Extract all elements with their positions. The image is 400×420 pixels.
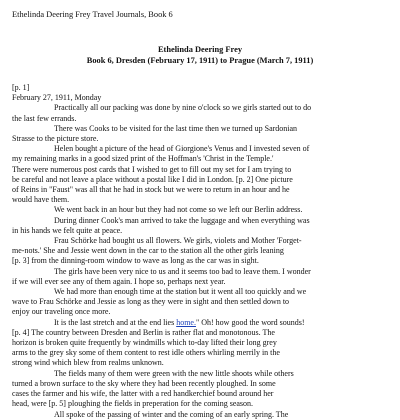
page-marker: [p. 1] bbox=[12, 83, 30, 92]
journal-line bbox=[12, 154, 392, 164]
journal-line-text: Practically all our packing was done by nine o'clock so we girls started out to do bbox=[54, 103, 312, 113]
running-header: Ethelinda Deering Frey Travel Journals, Book 6 bbox=[12, 10, 173, 19]
journal-line bbox=[12, 114, 392, 124]
journal-line bbox=[12, 205, 392, 215]
journal-line-text: Helen bought a picture of the head of Giorgione's Venus and I invested seven of bbox=[54, 144, 310, 154]
journal-line-text: cases the farmer and his wife, the latter with a red handkerchief bound around her bbox=[12, 389, 274, 399]
journal-line-text: would have them. bbox=[12, 195, 70, 205]
journal-line bbox=[12, 369, 392, 379]
journal-lines bbox=[12, 103, 392, 419]
journal-line bbox=[12, 216, 392, 226]
journal-line bbox=[12, 410, 392, 420]
journal-line-text: We went back in an hour but they had not come so we left our Berlin address. bbox=[54, 205, 303, 215]
journal-line bbox=[12, 144, 392, 154]
journal-line-text: wave to Frau Schörke and Jessie as long as they were in sight and then settled down to bbox=[12, 297, 290, 307]
journal-line bbox=[12, 226, 392, 236]
journal-line-text: horizon is broken quite frequently by windmills which to-day lifted their long grey bbox=[12, 338, 277, 348]
journal-line bbox=[12, 246, 392, 256]
journal-body bbox=[12, 83, 392, 420]
journal-line-after: " Oh! how good the word sounds! bbox=[195, 317, 305, 327]
journal-line bbox=[12, 348, 392, 358]
journal-line bbox=[12, 103, 392, 113]
journal-line bbox=[12, 236, 392, 246]
journal-line-text: head, were [p. 5] ploughing the fields in preperation for the coming season. bbox=[12, 399, 254, 409]
journal-line bbox=[12, 389, 392, 399]
journal-line bbox=[12, 256, 392, 266]
journal-line bbox=[12, 297, 392, 307]
document-subtitle: Book 6, Dresden (February 17, 1911) to Prague (March 7, 1911) bbox=[86, 56, 314, 65]
journal-line-text: We had more than enough time at the station but it went all too quickly and we bbox=[54, 287, 307, 297]
title-block bbox=[0, 44, 400, 66]
journal-line-text: Strasse to the picture store. bbox=[12, 134, 99, 144]
journal-line-text: During dinner Cook's man arrived to take the luggage and when everything was bbox=[54, 215, 310, 225]
journal-line-text: enjoy our traveling once more. bbox=[12, 307, 111, 317]
journal-line bbox=[12, 267, 392, 277]
journal-line-text: the last few errands. bbox=[12, 113, 77, 123]
journal-line-text: There were numerous post cards that I wished to get to fill out my set for I am trying to bbox=[12, 164, 292, 174]
journal-line-text: It is the last stretch and at the end lies bbox=[54, 317, 177, 327]
journal-line-text: arms to the grey sky some of them content to rest idle others whirling merrily in the bbox=[12, 348, 280, 358]
journal-line bbox=[12, 165, 392, 175]
journal-line-text: All spoke of the passing of winter and the coming of an early spring. The bbox=[54, 409, 289, 419]
journal-line bbox=[12, 195, 392, 205]
journal-line bbox=[12, 175, 392, 185]
journal-line bbox=[12, 307, 392, 317]
journal-line-text: my remaining marks in a good sized print of the Hoffman's 'Christ in the Temple.' bbox=[12, 154, 274, 164]
entry-date: February 27, 1911, Monday bbox=[12, 93, 102, 103]
journal-line-text: The girls have been very nice to us and it seems too bad to leave them. I wonder bbox=[54, 266, 311, 276]
journal-line bbox=[12, 358, 392, 368]
journal-line bbox=[12, 277, 392, 287]
journal-line bbox=[12, 318, 392, 328]
journal-line-text: The fields many of them were green with the new little shoots while others bbox=[54, 368, 294, 378]
journal-line-text: if we will ever see any of them again. I hope so, perhaps next year. bbox=[12, 276, 226, 286]
journal-line-text: There was Cooks to be visited for the last time then we turned up Sardonian bbox=[54, 123, 298, 133]
journal-line bbox=[12, 287, 392, 297]
journal-line-text: turned a brown surface to the sky where they had been recently ploughed. In some bbox=[12, 378, 276, 388]
journal-line-text: strong wind which blew from realms unknown. bbox=[12, 358, 164, 368]
journal-line bbox=[12, 399, 392, 409]
journal-line-text: [p. 4] The country between Dresden and Berlin is rather flat and monotonous. The bbox=[12, 327, 275, 337]
journal-line bbox=[12, 328, 392, 338]
home-link[interactable]: home. bbox=[176, 317, 196, 327]
journal-line bbox=[12, 124, 392, 134]
journal-line-text: Frau Schörke had bought us all flowers. We girls, violets and Mother 'Forget- bbox=[54, 236, 302, 246]
journal-line-text: of Reins in "Faust" was all that he had in stock but we were to return in an hour and he bbox=[12, 185, 290, 195]
journal-line bbox=[12, 134, 392, 144]
journal-line-text: me-nots.' She and Jessie went down in the car to the station all the other girls leaning bbox=[12, 246, 284, 256]
journal-line-text: [p. 3] from the dinning-room window to wave as long as the car was in sight. bbox=[12, 256, 259, 266]
document-author: Ethelinda Deering Frey bbox=[157, 45, 243, 54]
journal-line bbox=[12, 185, 392, 195]
journal-line-text: in his hands we felt quite at peace. bbox=[12, 225, 123, 235]
journal-line-text: be careful and not leave a place without a postal like I did in London. [p. 2] One picture bbox=[12, 174, 293, 184]
journal-line bbox=[12, 379, 392, 389]
journal-line bbox=[12, 338, 392, 348]
